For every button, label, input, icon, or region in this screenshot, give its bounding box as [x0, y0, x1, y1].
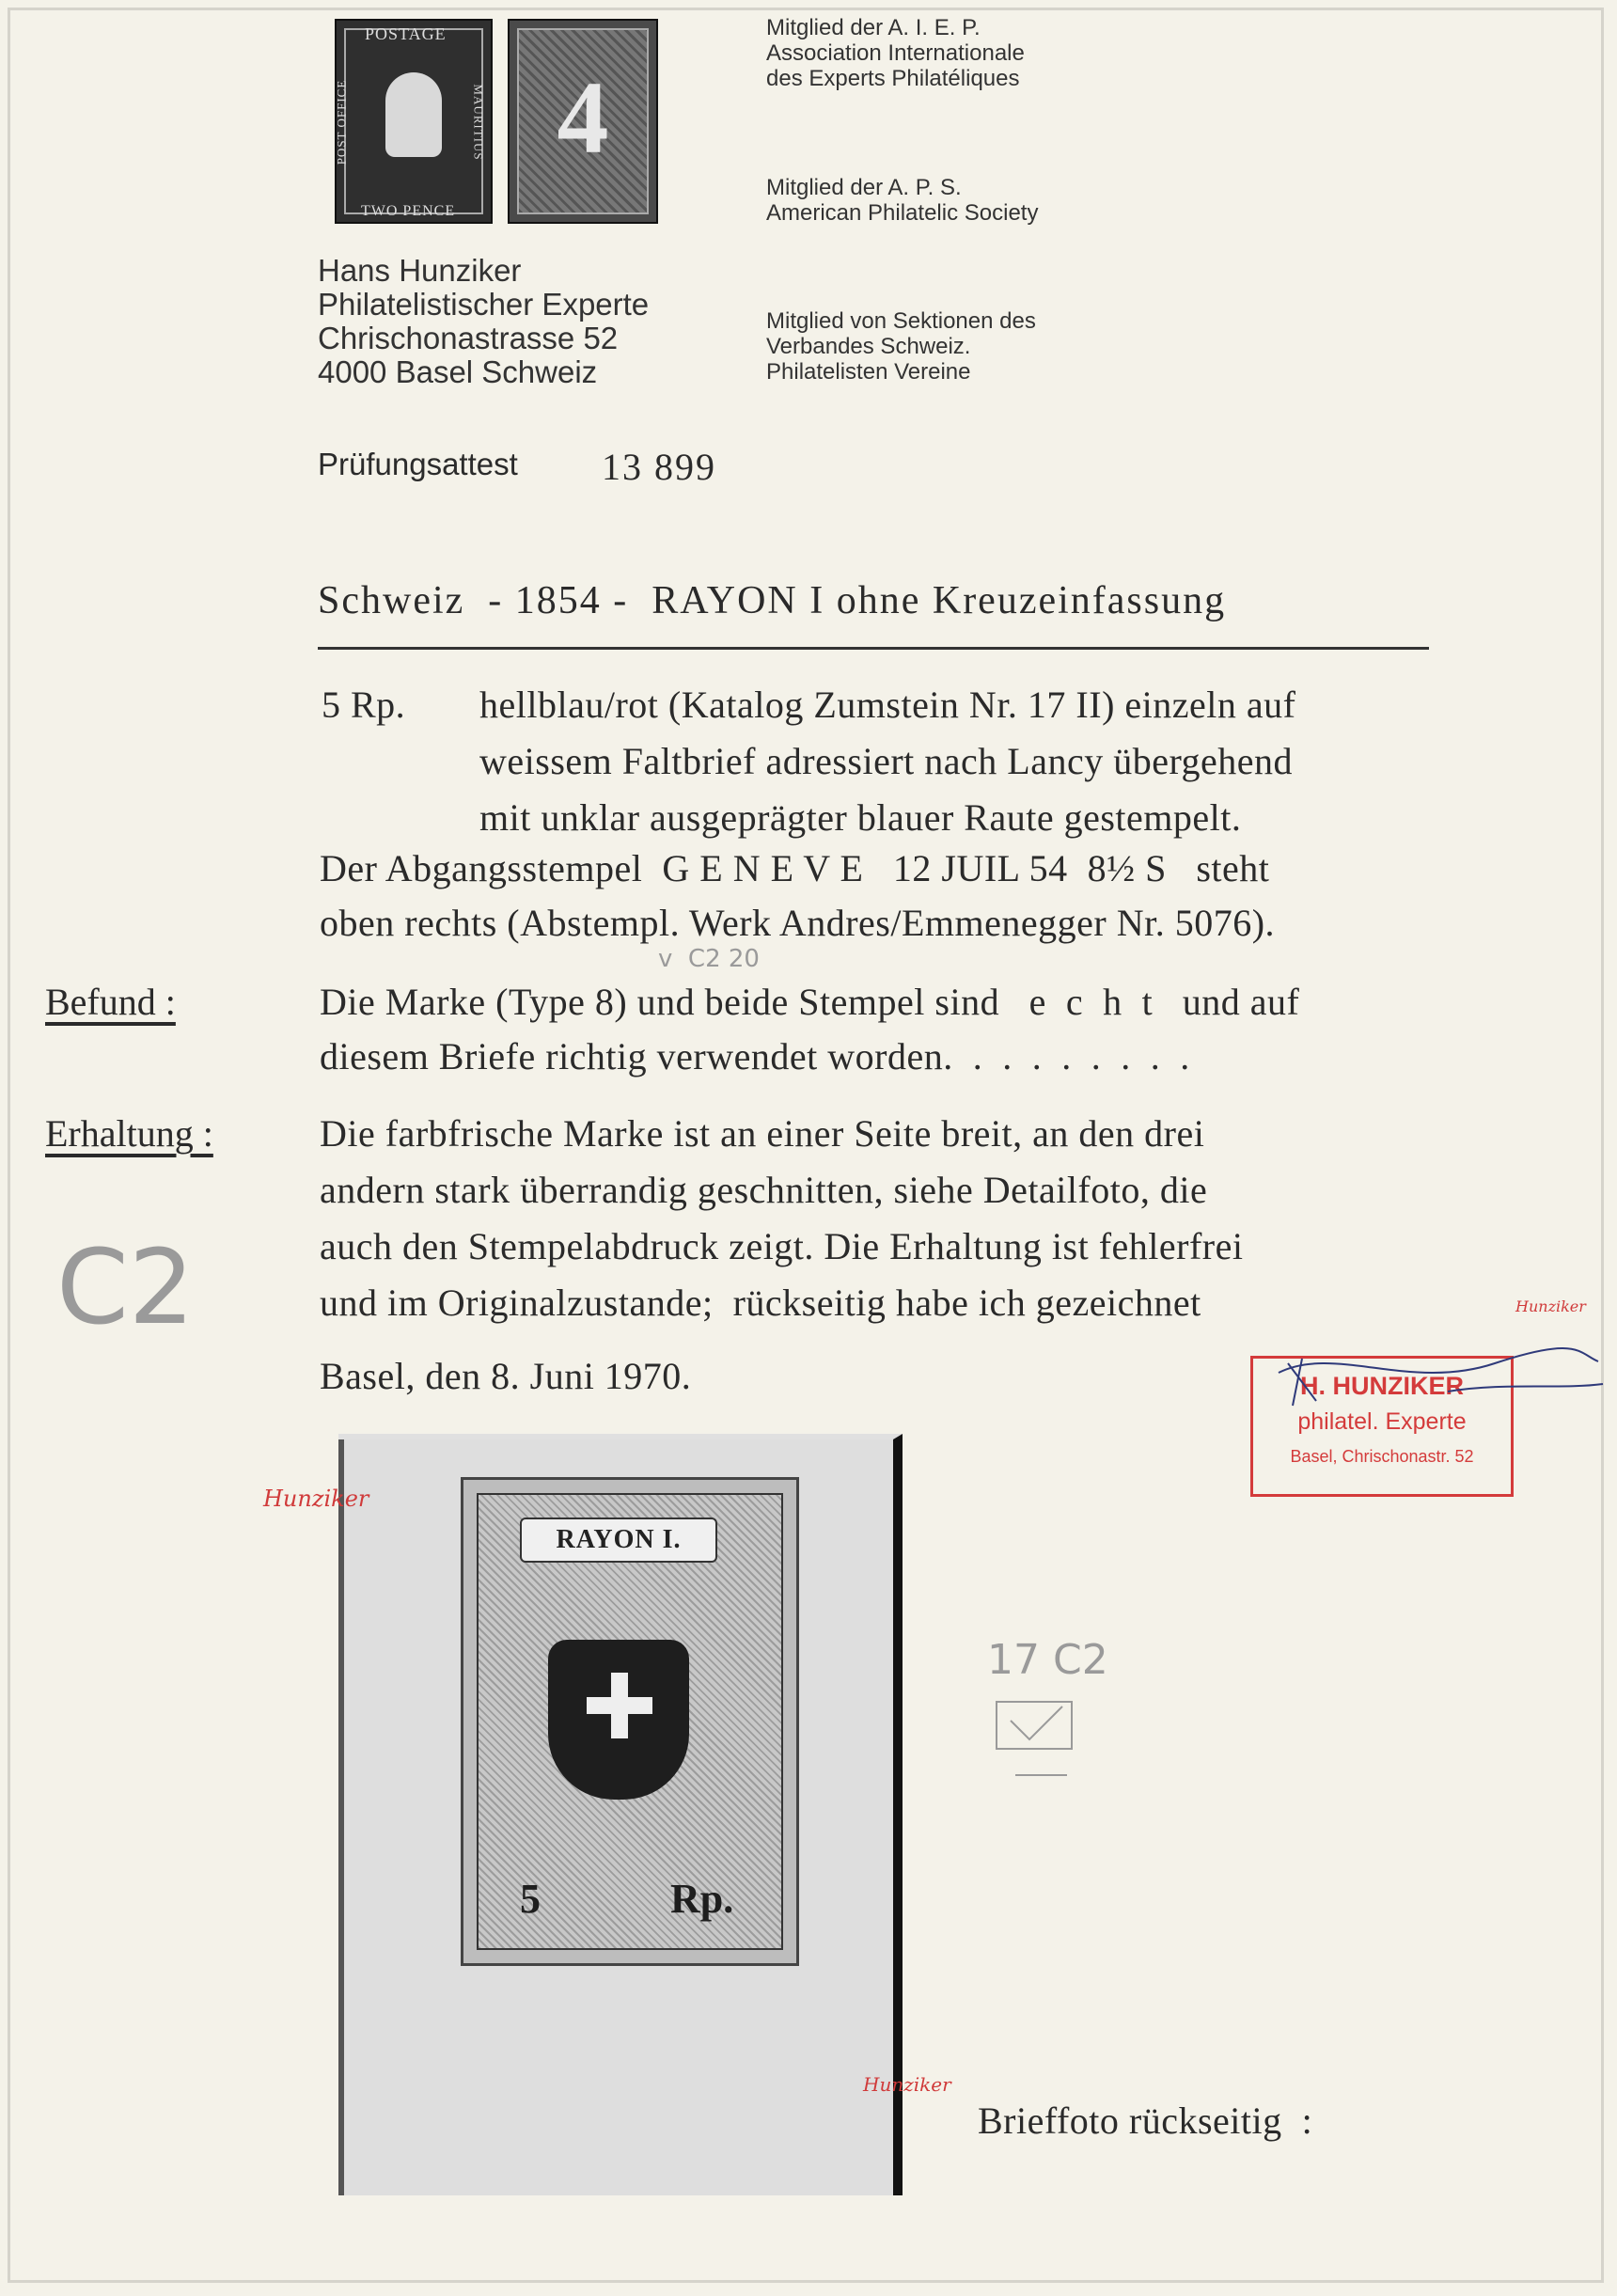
signature-footer: Hunziker — [863, 2073, 951, 2096]
membership-line: Mitglied der A. P. S. — [766, 175, 962, 200]
numeral-four: 4 — [557, 60, 609, 175]
stamp-value: 5 Rp. — [322, 684, 406, 726]
queen-portrait-icon — [385, 72, 442, 157]
certificate-label: Prüfungsattest — [318, 447, 518, 481]
address-line: 4000 Basel Schweiz — [318, 354, 598, 389]
stamp-value-left: 5 — [520, 1876, 541, 1922]
pencil-box-mark — [987, 1692, 1100, 1786]
stamp-detail-photo — [338, 1434, 903, 2195]
certificate-number: 13 899 — [602, 446, 716, 488]
stamp1-right-text: MAURITIUS — [471, 84, 486, 161]
membership-line: Mitglied von Sektionen des — [766, 308, 1036, 334]
photo-edge — [338, 1439, 344, 2195]
numeral-stamp-image — [508, 19, 658, 224]
signature-photo: Hunziker — [263, 1486, 369, 1512]
cancel-line: oben rechts (Abstempl. Werk Andres/Emmenegger Nr. 5076). — [320, 902, 1276, 944]
membership-line: Verbandes Schweiz. — [766, 334, 971, 359]
pencil-margin-note: C2 — [56, 1227, 195, 1347]
membership-line: des Experts Philatéliques — [766, 66, 1020, 91]
address-line: Hans Hunziker — [318, 253, 522, 288]
rayon-stamp — [461, 1477, 799, 1966]
membership-vsphv — [766, 308, 1036, 385]
stamp-value-right: Rp. — [670, 1876, 734, 1922]
membership-line: Philatelisten Vereine — [766, 359, 971, 385]
membership-aps — [766, 175, 1038, 226]
pencil-right-note: 17 C2 — [987, 1636, 1108, 1684]
footer-text: Brieffoto rückseitig : — [978, 2099, 1313, 2142]
stamp1-top-text: POSTAGE — [365, 24, 447, 43]
signature-small: Hunziker — [1515, 1297, 1586, 1315]
handstamp-line: Basel, Chrischonastr. 52 — [1290, 1447, 1474, 1466]
description-line: hellblau/rot (Katalog Zumstein Nr. 17 II) einzeln auf — [479, 684, 1296, 726]
heading-rule — [318, 647, 1429, 650]
pencil-note-befund: v C2 20 — [658, 945, 760, 973]
membership-line: American Philatelic Society — [766, 200, 1039, 226]
address-line: Philatelistischer Experte — [318, 287, 650, 322]
certificate-heading: Schweiz - 1854 - RAYON I ohne Kreuzeinfassung — [318, 579, 1227, 622]
membership-aiep — [766, 15, 1025, 91]
erhaltung-line: andern stark überrandig geschnitten, siehe Detailfoto, die — [320, 1169, 1208, 1211]
erhaltung-line: Die farbfrische Marke ist an einer Seite breit, an den drei — [320, 1112, 1205, 1155]
erhaltung-label: Erhaltung : — [45, 1112, 213, 1155]
befund-label: Befund : — [45, 981, 176, 1023]
stamp1-left-text: POST OFFICE — [334, 79, 349, 165]
pen-scribble — [1260, 1335, 1608, 1439]
handstamp-line: philatel. Experte — [1297, 1408, 1467, 1435]
swiss-cross-icon — [587, 1697, 652, 1714]
erhaltung-line: und im Originalzustande; rückseitig habe ich gezeichnet — [320, 1282, 1201, 1324]
address-line: Chrischonastrasse 52 — [318, 321, 619, 355]
sender-address — [318, 254, 649, 389]
stamp1-bottom-text: TWO PENCE — [361, 203, 456, 219]
erhaltung-line: auch den Stempelabdruck zeigt. Die Erhaltung ist fehlerfrei — [320, 1225, 1244, 1267]
cancel-line: Der Abgangsstempel G E N E V E 12 JUIL 54 8½ S steht — [320, 847, 1270, 889]
membership-line: Association Internationale — [766, 40, 1025, 66]
date-line: Basel, den 8. Juni 1970. — [320, 1355, 692, 1397]
handstamp-line: H. HUNZIKER — [1300, 1372, 1464, 1400]
befund-line: diesem Briefe richtig verwendet worden. . . . . . . . . — [320, 1035, 1190, 1077]
description-line: weissem Faltbrief adressiert nach Lancy übergehend — [479, 740, 1294, 782]
mauritius-stamp-image — [335, 19, 493, 224]
description-line: mit unklar ausgeprägter blauer Raute gestempelt. — [479, 796, 1242, 839]
rayon-ribbon: RAYON I. — [520, 1518, 717, 1563]
membership-line: Mitglied der A. I. E. P. — [766, 15, 981, 40]
befund-line: Die Marke (Type 8) und beide Stempel sind e c h t und auf — [320, 981, 1300, 1023]
